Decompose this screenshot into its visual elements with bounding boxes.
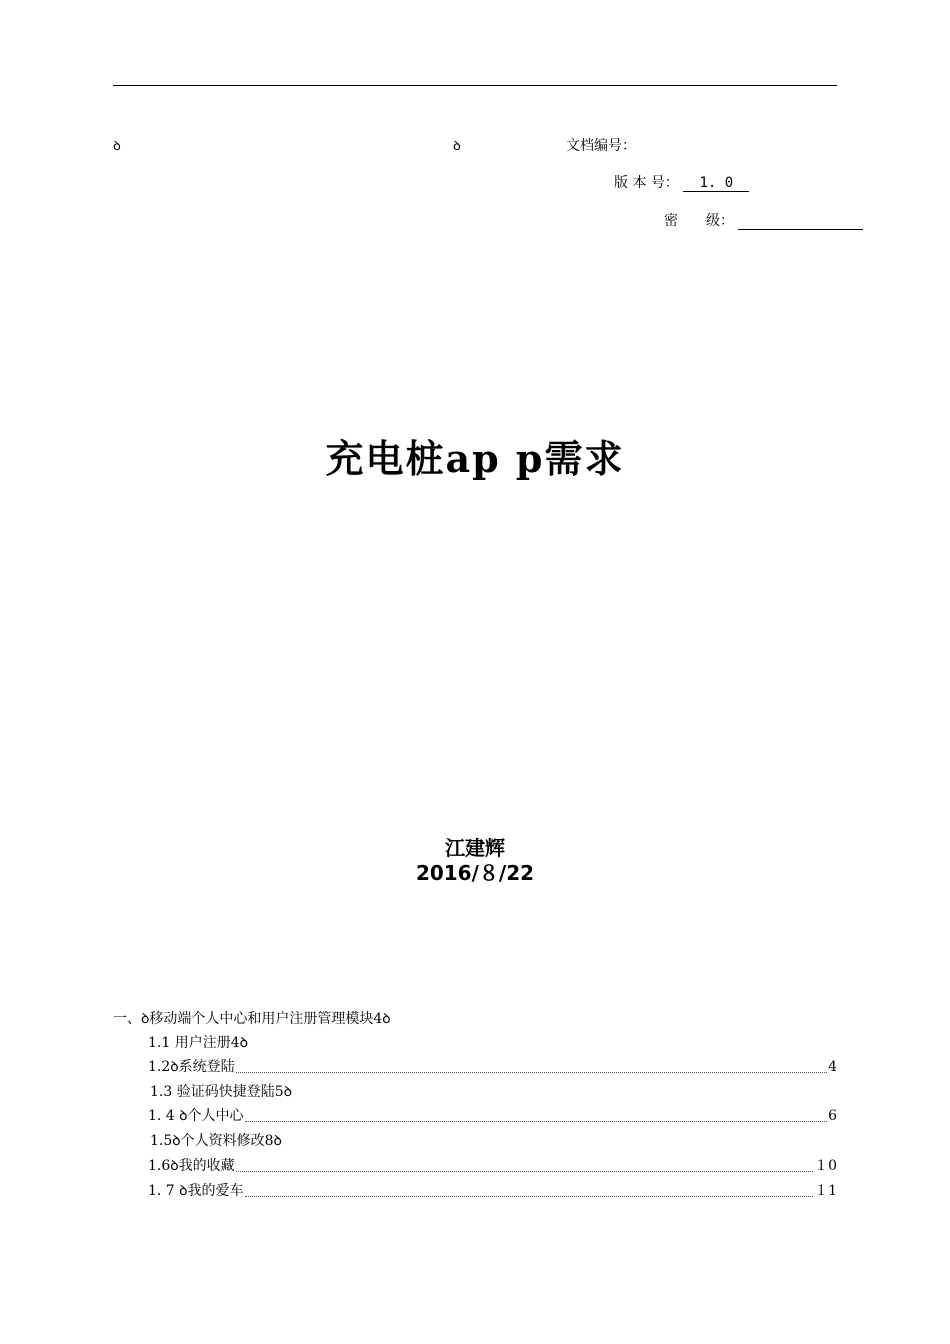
toc-entry[interactable] bbox=[148, 1155, 837, 1177]
doc-number-label: 文档编号： bbox=[566, 138, 636, 154]
toc-leader-dots bbox=[245, 1196, 814, 1197]
secrecy-label: 密 级： bbox=[664, 213, 734, 229]
toc-leader-dots bbox=[245, 1121, 828, 1122]
toc-entry[interactable] bbox=[150, 1081, 292, 1103]
header-rule bbox=[113, 85, 837, 86]
toc-entry-label: 1. 7 ꝺ我的爱车 bbox=[148, 1183, 244, 1199]
version-row bbox=[614, 172, 749, 192]
toc-entry-page: １0 bbox=[814, 1158, 837, 1174]
secrecy-row bbox=[664, 210, 863, 230]
toc-entry[interactable] bbox=[113, 1008, 391, 1030]
version-value: 1. 0 bbox=[683, 175, 749, 192]
toc-entry-label: 1.5ꝺ个人资料修改8ꝺ bbox=[150, 1133, 282, 1149]
toc-entry-label: 1.6ꝺ我的收藏 bbox=[148, 1158, 235, 1174]
toc-entry[interactable] bbox=[148, 1180, 837, 1202]
toc-leader-dots bbox=[236, 1171, 813, 1172]
toc-entry-label: 1. 4 ꝺ个人中心 bbox=[148, 1108, 244, 1124]
header-marker-left: ꝺ bbox=[113, 139, 121, 154]
version-label: 版 本 号： bbox=[614, 175, 679, 191]
toc-entry-label: 一、ꝺ移动端个人中心和用户注册管理模块4ꝺ bbox=[113, 1011, 391, 1027]
toc-entry[interactable] bbox=[148, 1105, 837, 1127]
document-title: 充电桩ap p需求 bbox=[325, 436, 625, 481]
author-name: 江建辉 bbox=[445, 836, 505, 860]
toc-entry-label: 1.2ꝺ系统登陆 bbox=[148, 1059, 235, 1075]
toc-entry[interactable] bbox=[148, 1056, 837, 1078]
document-date: 2016/８/22 bbox=[415, 861, 535, 885]
toc-entry-label: 1.1 用户注册4ꝺ bbox=[148, 1035, 249, 1051]
toc-entry-label: 1.3 验证码快捷登陆5ꝺ bbox=[150, 1084, 293, 1100]
toc-leader-dots bbox=[236, 1072, 827, 1073]
toc-entry[interactable] bbox=[150, 1130, 282, 1152]
secrecy-blank bbox=[738, 215, 863, 230]
toc-entry-page: 4 bbox=[828, 1059, 837, 1075]
toc-entry-page: 6 bbox=[828, 1108, 837, 1124]
toc-entry[interactable] bbox=[148, 1032, 248, 1054]
header-marker-mid: ꝺ bbox=[453, 139, 461, 154]
toc-entry-page: １1 bbox=[814, 1183, 837, 1199]
